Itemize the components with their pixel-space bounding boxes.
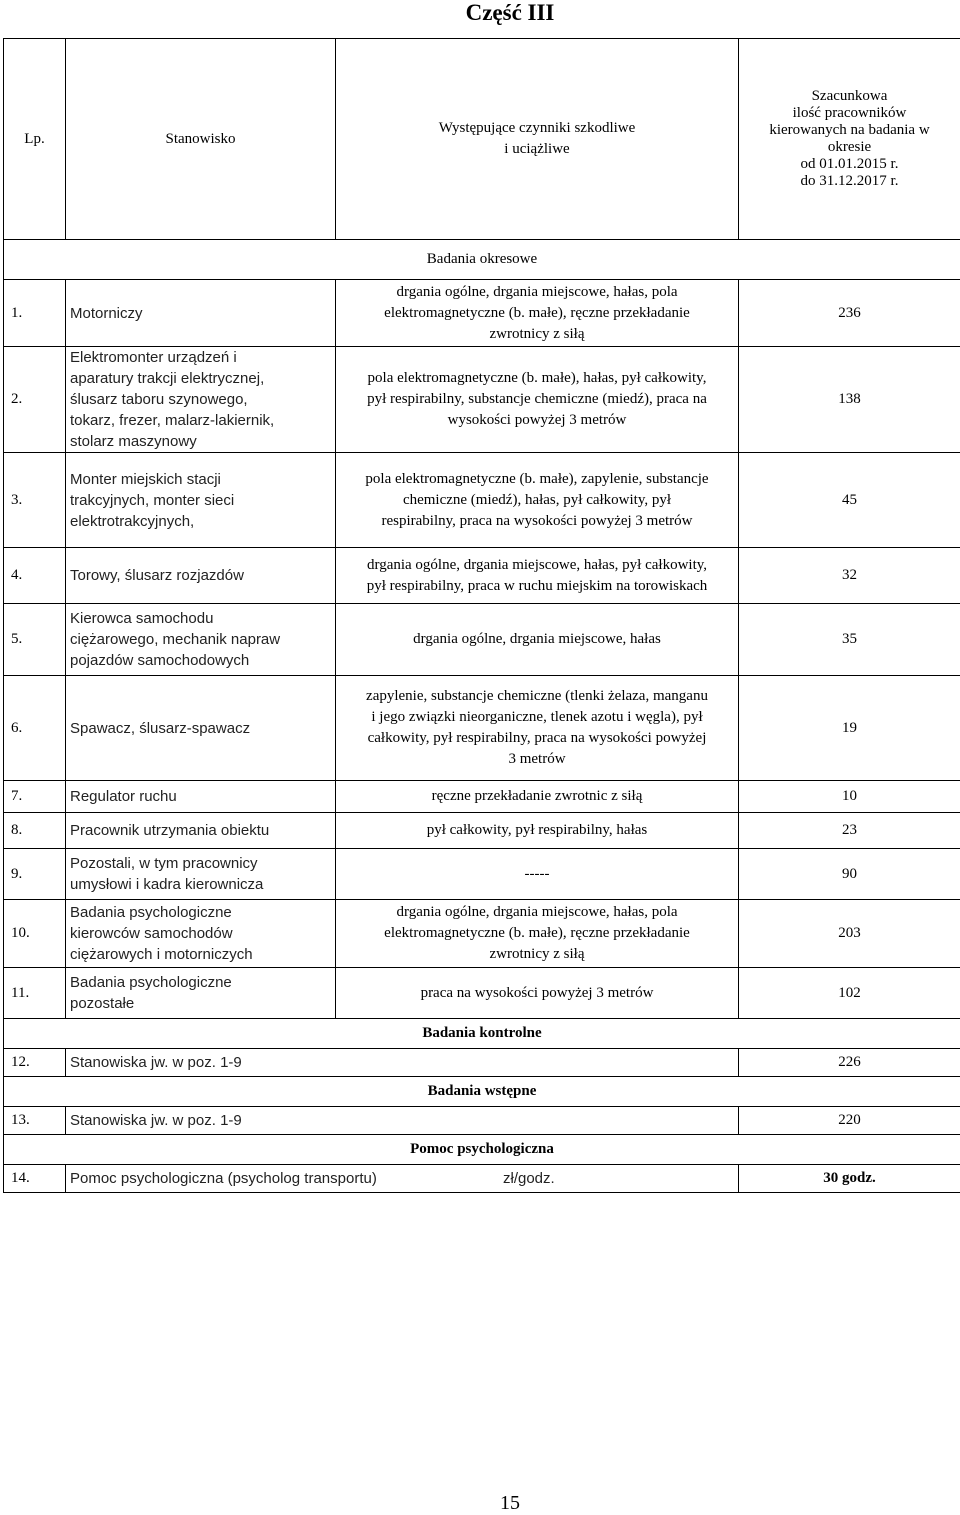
row-hazards-line: drgania ogólne, drgania miejscowe, hałas, pola <box>396 283 678 300</box>
row-hazards <box>336 676 739 781</box>
row-position <box>66 813 336 849</box>
row-lp: 14. <box>4 1165 66 1193</box>
section-control: Badania kontrolne <box>4 1019 960 1049</box>
row-position-line: tokarz, frezer, malarz-lakiernik, <box>70 412 275 429</box>
row-position-line: Motorniczy <box>70 304 143 322</box>
table-row <box>4 548 960 604</box>
header-count-line: do 31.12.2017 r. <box>800 173 899 189</box>
row-hazards-line: chemiczne (miedź), hałas, pył całkowity, pył <box>402 491 672 508</box>
row-count: 23 <box>739 813 960 849</box>
row-hazards-line: pola elektromagnetyczne (b. małe), hałas, pył całkowity, <box>367 370 707 386</box>
row-lp: 12. <box>4 1049 66 1077</box>
row-count: 90 <box>739 849 960 900</box>
row-hazards-line: zwrotnicy z siłą <box>489 946 585 962</box>
row-hazards-line: ręczne przekładanie zwrotnic z siłą <box>431 788 643 804</box>
page-number: 15 <box>500 1492 520 1514</box>
table-row <box>4 1049 960 1077</box>
row-hazards-line: pył całkowity, pył respirabilny, hałas <box>426 822 648 838</box>
row-position <box>66 548 336 604</box>
row-position-line: stolarz maszynowy <box>70 433 197 450</box>
row-position <box>66 900 336 968</box>
table-row <box>4 813 960 849</box>
row-hazards <box>336 604 739 676</box>
page-title: Część III <box>465 0 555 25</box>
row-hazards <box>336 900 739 968</box>
row-hazards-line: elektromagnetyczne (b. małe), ręczne przekładanie <box>384 304 690 321</box>
row-position-line: Elektromonter urządzeń i <box>70 349 237 366</box>
row-lp: 7. <box>4 781 66 813</box>
row-lp: 9. <box>4 849 66 900</box>
row-lp: 4. <box>4 548 66 604</box>
section-psych: Pomoc psychologiczna <box>4 1135 960 1165</box>
row-lp: 6. <box>4 676 66 781</box>
row-position <box>66 280 336 347</box>
row-position: Stanowiska jw. w poz. 1-9 <box>66 1107 739 1135</box>
row-position-line: aparatury trakcji elektrycznej, <box>70 370 265 387</box>
table-row <box>4 849 960 900</box>
header-count-line: Szacunkowa <box>811 88 888 104</box>
hazards-table <box>3 38 960 1193</box>
header-hazards <box>336 39 739 240</box>
section-row-periodic <box>4 240 960 280</box>
table-row <box>4 347 960 453</box>
row-hazards <box>336 813 739 849</box>
header-position: Stanowisko <box>66 39 336 240</box>
row-position: Stanowiska jw. w poz. 1-9 <box>66 1049 739 1077</box>
row-position <box>66 453 336 548</box>
header-lp: Lp. <box>4 39 66 240</box>
row-hazards <box>336 453 739 548</box>
row-hazards-line: drgania ogólne, drgania miejscowe, hałas, pola <box>396 904 678 920</box>
row-position-line: ciężarowego, mechanik napraw <box>70 631 281 648</box>
section-row <box>4 1077 960 1107</box>
row-hazards <box>336 781 739 813</box>
row-hazards-line: zapylenie, substancje chemiczne (tlenki żelaza, manganu <box>366 688 708 704</box>
row-count: 45 <box>739 453 960 548</box>
row-position <box>66 347 336 453</box>
row-count: 10 <box>739 781 960 813</box>
table-header-row <box>4 39 960 240</box>
row-lp: 13. <box>4 1107 66 1135</box>
row-unit: zł/godz. <box>503 1170 555 1187</box>
row-count: 102 <box>739 968 960 1019</box>
row-lp: 1. <box>4 280 66 347</box>
table-row <box>4 900 960 968</box>
row-position-line: pojazdów samochodowych <box>70 652 250 669</box>
header-count <box>739 39 960 240</box>
row-count: 226 <box>739 1049 960 1077</box>
row-hazards-line: i jego związki nieorganiczne, tlenek azotu i węgla), pył <box>371 709 703 725</box>
row-lp: 3. <box>4 453 66 548</box>
table-row <box>4 604 960 676</box>
row-hazards-line: respirabilny, praca na wysokości powyżej 3 metrów <box>381 512 693 529</box>
row-hazards-line: pył respirabilny, substancje chemiczne (miedź), praca na <box>367 391 707 407</box>
row-hazards-line: 3 metrów <box>508 751 566 767</box>
row-hazards-line: drgania ogólne, drgania miejscowe, hałas, pył całkowity, <box>366 556 708 573</box>
row-lp: 5. <box>4 604 66 676</box>
row-position-line: Monter miejskich stacji <box>70 470 221 488</box>
row-hazards-line: całkowity, pył respirabilny, praca na wysokości powyżej <box>367 730 707 746</box>
row-count: 236 <box>739 280 960 347</box>
row-position-line: Torowy, ślusarz rozjazdów <box>70 567 244 584</box>
row-position <box>66 604 336 676</box>
row-count: 220 <box>739 1107 960 1135</box>
row-hazards-line: ----- <box>524 865 550 882</box>
section-row <box>4 1019 960 1049</box>
row-position-line: ślusarz taboru szynowego, <box>70 391 248 408</box>
row-position-line: kierowców samochodów <box>70 925 233 942</box>
row-hazards-line: elektromagnetyczne (b. małe), ręczne przekładanie <box>384 925 690 941</box>
row-hazards <box>336 548 739 604</box>
row-position-line: Badania psychologiczne <box>70 974 232 991</box>
table-row <box>4 1107 960 1135</box>
row-count: 32 <box>739 548 960 604</box>
row-position-line: elektrotrakcyjnych, <box>70 512 195 530</box>
row-hazards-line: wysokości powyżej 3 metrów <box>447 412 627 428</box>
header-count-line: kierowanych na badania w <box>769 122 930 138</box>
header-count-line: okresie <box>827 139 872 155</box>
row-hazards-line: drgania ogólne, drgania miejscowe, hałas <box>413 631 661 647</box>
row-hazards <box>336 849 739 900</box>
row-hazards <box>336 347 739 453</box>
row-hazards-line: pył respirabilny, praca w ruchu miejskim na torowiskach <box>366 577 708 594</box>
table-row <box>4 453 960 548</box>
row-hazards-line: zwrotnicy z siłą <box>489 325 585 342</box>
table-row <box>4 781 960 813</box>
row-position-line: Regulator ruchu <box>70 788 177 805</box>
row-count: 35 <box>739 604 960 676</box>
row-count: 30 godz. <box>739 1165 960 1193</box>
row-position <box>66 849 336 900</box>
row-count: 203 <box>739 900 960 968</box>
header-hazards-line2: i uciążliwe <box>504 141 570 157</box>
row-position-line: trakcyjnych, monter sieci <box>70 491 235 509</box>
row-count: 138 <box>739 347 960 453</box>
header-count-line: ilość pracowników <box>792 105 907 121</box>
section-row <box>4 1135 960 1165</box>
section-periodic: Badania okresowe <box>4 240 960 280</box>
row-position <box>66 676 336 781</box>
row-position: Pomoc psychologiczna (psycholog transportu) zł/godz. <box>66 1165 739 1193</box>
table-row <box>4 1165 960 1193</box>
row-count: 19 <box>739 676 960 781</box>
row-hazards-line: pola elektromagnetyczne (b. małe), zapylenie, substancje <box>365 470 709 487</box>
row-position-line: Pozostali, w tym pracownicy <box>70 855 258 872</box>
table-row <box>4 968 960 1019</box>
section-initial: Badania wstępne <box>4 1077 960 1107</box>
table-row <box>4 676 960 781</box>
row-position-line: Kierowca samochodu <box>70 610 214 627</box>
header-hazards-line1: Występujące czynniki szkodliwe <box>438 120 636 136</box>
row-lp: 10. <box>4 900 66 968</box>
row-hazards <box>336 968 739 1019</box>
row-position-line: Badania psychologiczne <box>70 904 232 921</box>
row-position-line: umysłowi i kadra kierownicza <box>70 876 264 893</box>
row-position-line: Spawacz, ślusarz-spawacz <box>70 719 251 737</box>
row-hazards <box>336 280 739 347</box>
row-lp: 11. <box>4 968 66 1019</box>
header-count-line: od 01.01.2015 r. <box>800 156 899 172</box>
row-position-line: ciężarowych i motorniczych <box>70 946 253 963</box>
row-position-line: Pracownik utrzymania obiektu <box>70 822 270 839</box>
row-hazards-line: praca na wysokości powyżej 3 metrów <box>420 984 654 1001</box>
row-lp: 2. <box>4 347 66 453</box>
table-row <box>4 280 960 347</box>
row-position <box>66 968 336 1019</box>
row-position-line: pozostałe <box>70 995 135 1012</box>
row-position <box>66 781 336 813</box>
row-lp: 8. <box>4 813 66 849</box>
